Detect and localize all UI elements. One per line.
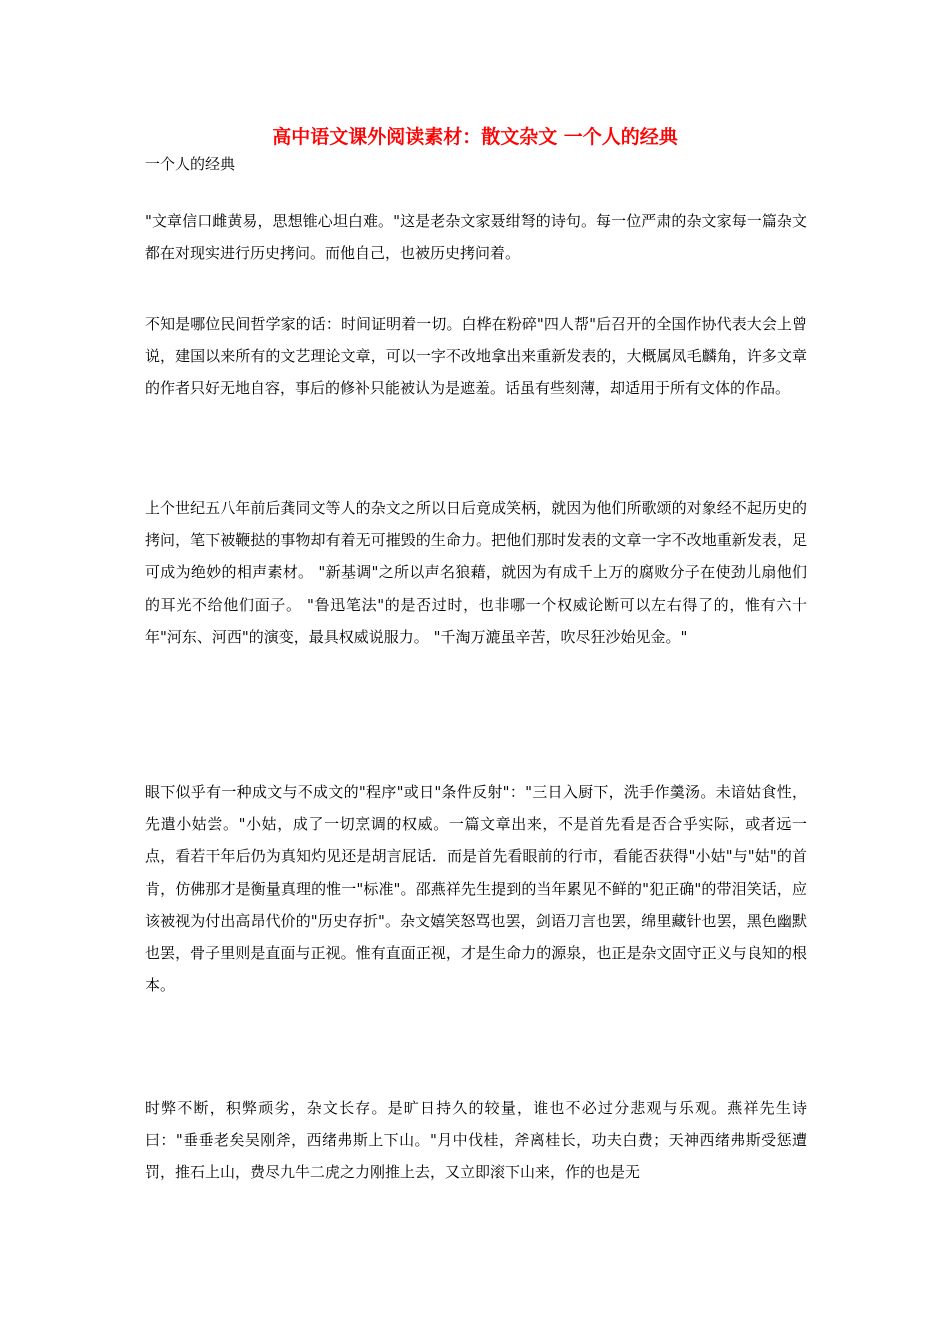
paragraph: 眼下似乎有一种成文与不成文的"程序"或日"条件反射"："三日入厨下，洗手作羹汤。未谙姑食性，先遣小姑尝。"小姑，成了一切烹调的权威。一篇文章出来，不是首先看是否合乎实际，或者远一点，看若干年后仍为真知灼见还是胡言屁话．而是首先看眼前的行市，看能否获得"小姑"与"姑"的首肯，仿佛那才是衡量真理的惟一"标准"。邵燕祥先生提到的当年累见不鲜的"犯正确"的带泪笑话，应该被视为付出高昂代价的"历史存折"。杂文嬉笑怒骂也罢，剑语刀言也罢，绵里藏针也罢，黑色幽默也罢，骨子里则是直面与正视。惟有直面正视，才是生命力的源泉，也正是杂文固守正义与良知的根本。 xyxy=(145,783,807,995)
paragraph: 时弊不断，积弊顽劣，杂文长存。是旷日持久的较量，谁也不必过分悲观与乐观。燕祥先生诗曰："垂垂老矣吴刚斧，西绪弗斯上下山。"月中伐桂，斧离桂长，功夫白费；天神西绪弗斯受惩遭罚，推石上山，费尽九牛二虎之力刚推上去，又立即滚下山来，作的也是无 xyxy=(145,1099,807,1182)
paragraph: "文章信口雌黄易，思想锥心坦白难。"这是老杂文家聂绀弩的诗句。每一位严肃的杂文家每一篇杂文都在对现实进行历史拷问。而他自己，也被历史拷问着。 xyxy=(145,212,807,263)
paragraph: 上个世纪五八年前后龚同文等人的杂文之所以日后竟成笑柄，就因为他们所歌颂的对象经不起历史的拷问，笔下被鞭挞的事物却有着无可摧毁的生命力。把他们那时发表的文章一字不改地重新发表，足可成为绝妙的相声素材。 "新基调"之所以声名狼藉，就因为有成千上万的腐败分子在使劲儿扇他们的耳光不给他们面子。 "鲁迅笔法"的是否过时，也非哪一个权威论断可以左右得了的，惟有六十年"河东、河西"的演变，最具权威说服力。 "千淘万漉虽辛苦，吹尽狂沙始见金。" xyxy=(145,499,807,646)
document-subtitle: 一个人的经典 xyxy=(145,155,236,173)
document-title: 高中语文课外阅读素材：散文杂文 一个人的经典 xyxy=(272,126,678,148)
paragraph: 不知是哪位民间哲学家的话：时间证明着一切。白桦在粉碎"四人帮"后召开的全国作协代表大会上曾说，建国以来所有的文艺理论文章，可以一字不改地拿出来重新发表的，大概属凤毛麟角，许多文章的作者只好无地自容，事后的修补只能被认为是遮羞。话虽有些刻薄，却适用于所有文体的作品。 xyxy=(145,315,807,398)
